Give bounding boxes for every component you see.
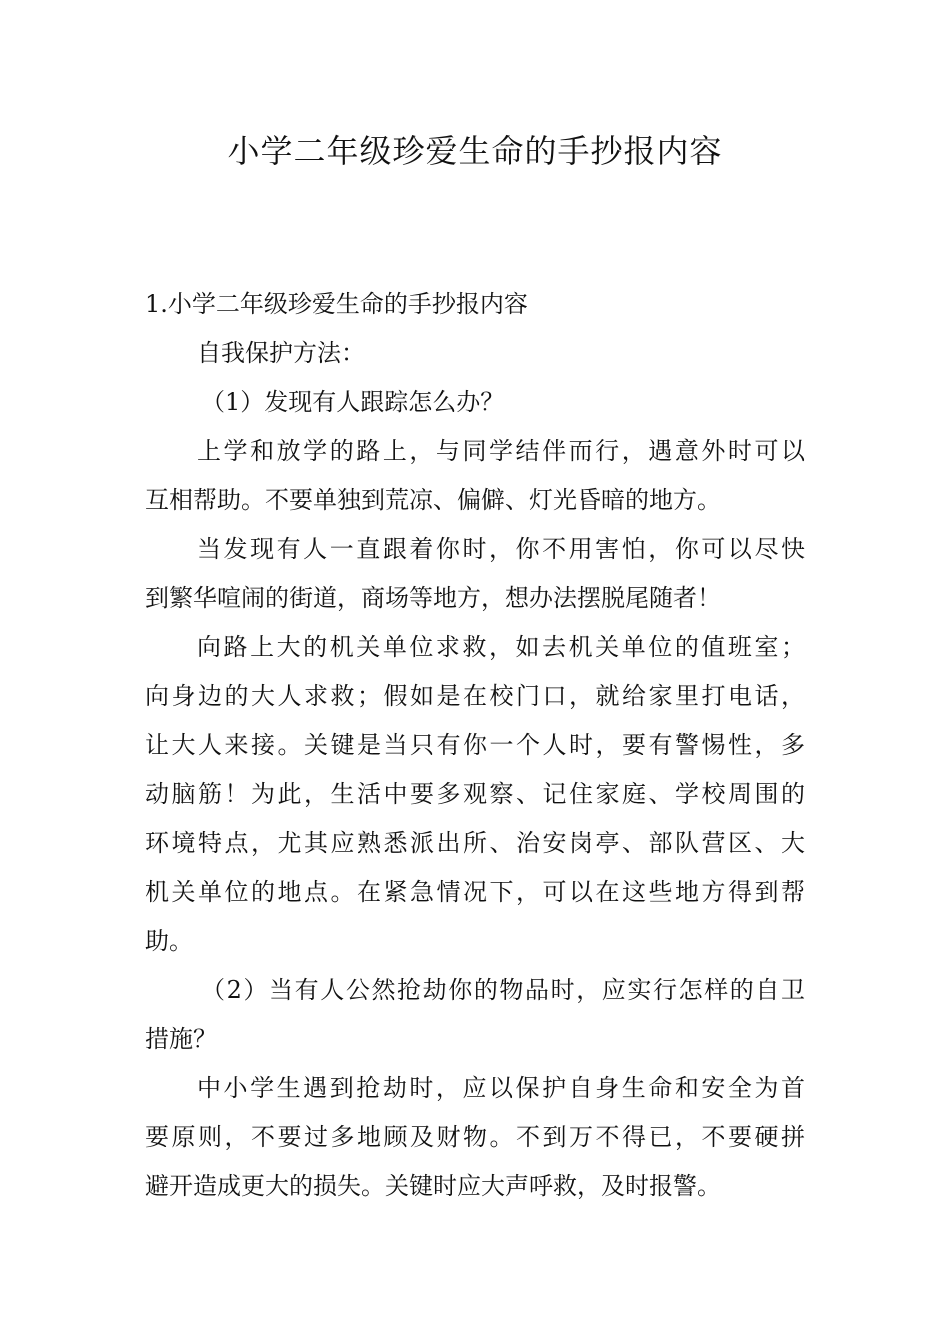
- question-line: （2）当有人公然抢劫你的物品时，应实行怎样的自卫: [201, 976, 805, 1004]
- paragraph-2: [145, 525, 805, 623]
- document-body: [145, 280, 805, 1211]
- paragraph-line: 机关单位的地点。在紧急情况下，可以在这些地方得到帮: [145, 878, 805, 906]
- paragraph-4: [145, 1064, 805, 1211]
- paragraph-line: 向路上大的机关单位求救，如去机关单位的值班室；: [197, 633, 805, 661]
- paragraph-line: 互相帮助。不要单独到荒凉、偏僻、灯光昏暗的地方。: [145, 486, 721, 514]
- paragraph-line: 助。: [145, 927, 193, 955]
- section-label: 自我保护方法：: [197, 339, 365, 367]
- paragraph-line: 环境特点，尤其应熟悉派出所、治安岗亭、部队营区、大: [145, 829, 805, 857]
- paragraph-1: [145, 427, 805, 525]
- paragraph-line: 到繁华喧闹的街道，商场等地方，想办法摆脱尾随者！: [145, 584, 721, 612]
- paragraph-line: 当发现有人一直跟着你时，你不用害怕，你可以尽快: [197, 535, 805, 563]
- paragraph-line: 避开造成更大的损失。关键时应大声呼救，及时报警。: [145, 1172, 721, 1200]
- paragraph-line: 中小学生遇到抢劫时，应以保护自身生命和安全为首: [197, 1074, 805, 1102]
- paragraph-3: [145, 623, 805, 966]
- question-2: [145, 966, 805, 1064]
- section-heading: 1.小学二年级珍爱生命的手抄报内容: [145, 290, 528, 318]
- paragraph-line: 向身边的大人求救；假如是在校门口，就给家里打电话，: [145, 682, 805, 710]
- paragraph-line: 要原则，不要过多地顾及财物。不到万不得已，不要硬拼: [145, 1123, 805, 1151]
- paragraph-line: 上学和放学的路上，与同学结伴而行，遇意外时可以: [197, 437, 805, 465]
- question-1: （1）发现有人跟踪怎么办？: [201, 388, 505, 416]
- paragraph-line: 让大人来接。关键是当只有你一个人时，要有警惕性，多: [145, 731, 805, 759]
- paragraph-line: 动脑筋！为此，生活中要多观察、记住家庭、学校周围的: [145, 780, 805, 808]
- question-line: 措施？: [145, 1025, 217, 1053]
- page-title: 小学二年级珍爱生命的手抄报内容: [227, 132, 723, 170]
